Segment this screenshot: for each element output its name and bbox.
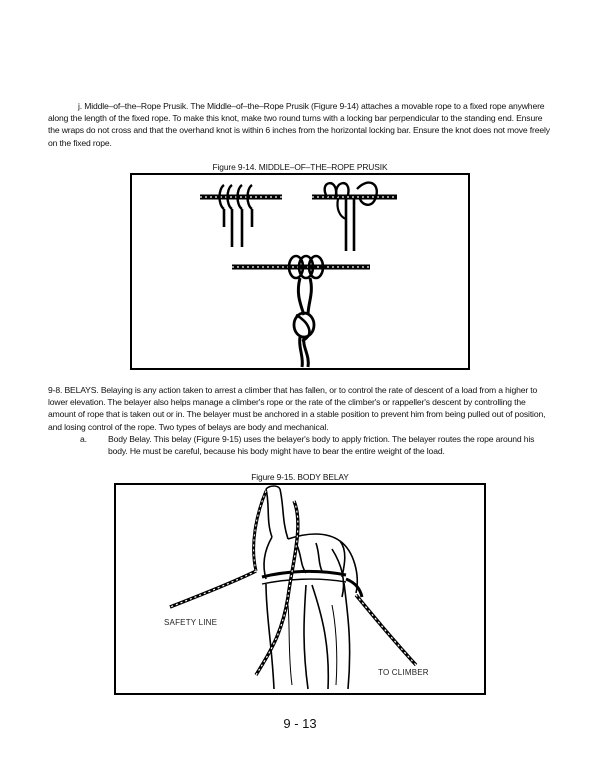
figure-9-14-illustration bbox=[130, 173, 470, 370]
figure-9-15-caption: Figure 9-15. BODY BELAY bbox=[251, 472, 349, 482]
paragraph-belays: 9-8. BELAYS. Belaying is any action taken to arrest a climber that has fallen, or to control the rate of descent of a load from a higher to lower elevation. The belayer also helps manage a climber's rope or the rate of the climber's or rappeller's descent by controlling the amount of rope that is taken out or in. The belayer must be anchored in a stable position to prevent him from being pulled out of position, and losing control of the rope. Two types of belays are body and mechanical. bbox=[48, 385, 546, 432]
list-item-body-belay bbox=[80, 433, 554, 457]
paragraph-middle-of-rope-prusik: j. Middle–of–the–Rope Prusik. The Middle–of–the–Rope Prusik (Figure 9-14) attaches a movable rope to a fixed rope anywhere along the length of the fixed rope. To make this knot, make two round turns with a locking bar perpendicular to the standing end. Ensure the wraps do not cross and that the overhand knot is within 6 inches from the horizontal locking bar. Ensure the knot does not move freely on the fixed rope. bbox=[48, 101, 550, 148]
safety-line-label: SAFETY LINE bbox=[164, 618, 218, 627]
to-climber-label: TO CLIMBER bbox=[378, 668, 429, 677]
prusik-knot-drawing bbox=[132, 175, 468, 368]
figure-9-15-illustration bbox=[114, 483, 486, 695]
list-item-marker: a. bbox=[80, 434, 87, 444]
figure-9-14-caption: Figure 9-14. MIDDLE–OF–THE–ROPE PRUSIK bbox=[212, 162, 388, 172]
prusik-finished-knot-drawing bbox=[232, 256, 370, 367]
body-belay-drawing bbox=[116, 485, 484, 693]
belayer-figure-drawing bbox=[262, 486, 357, 689]
page-number: 9 - 13 bbox=[283, 716, 317, 731]
prusik-step-2-drawing bbox=[312, 183, 397, 251]
list-item-text: Body Belay. This belay (Figure 9-15) uses the belayer's body to apply friction. The belayer routes the rope around his body. He must be careful, because his body might have to bear the entire weight of the load. bbox=[108, 434, 535, 457]
prusik-step-1-drawing bbox=[200, 185, 282, 247]
belay-rope-drawing bbox=[170, 491, 416, 675]
